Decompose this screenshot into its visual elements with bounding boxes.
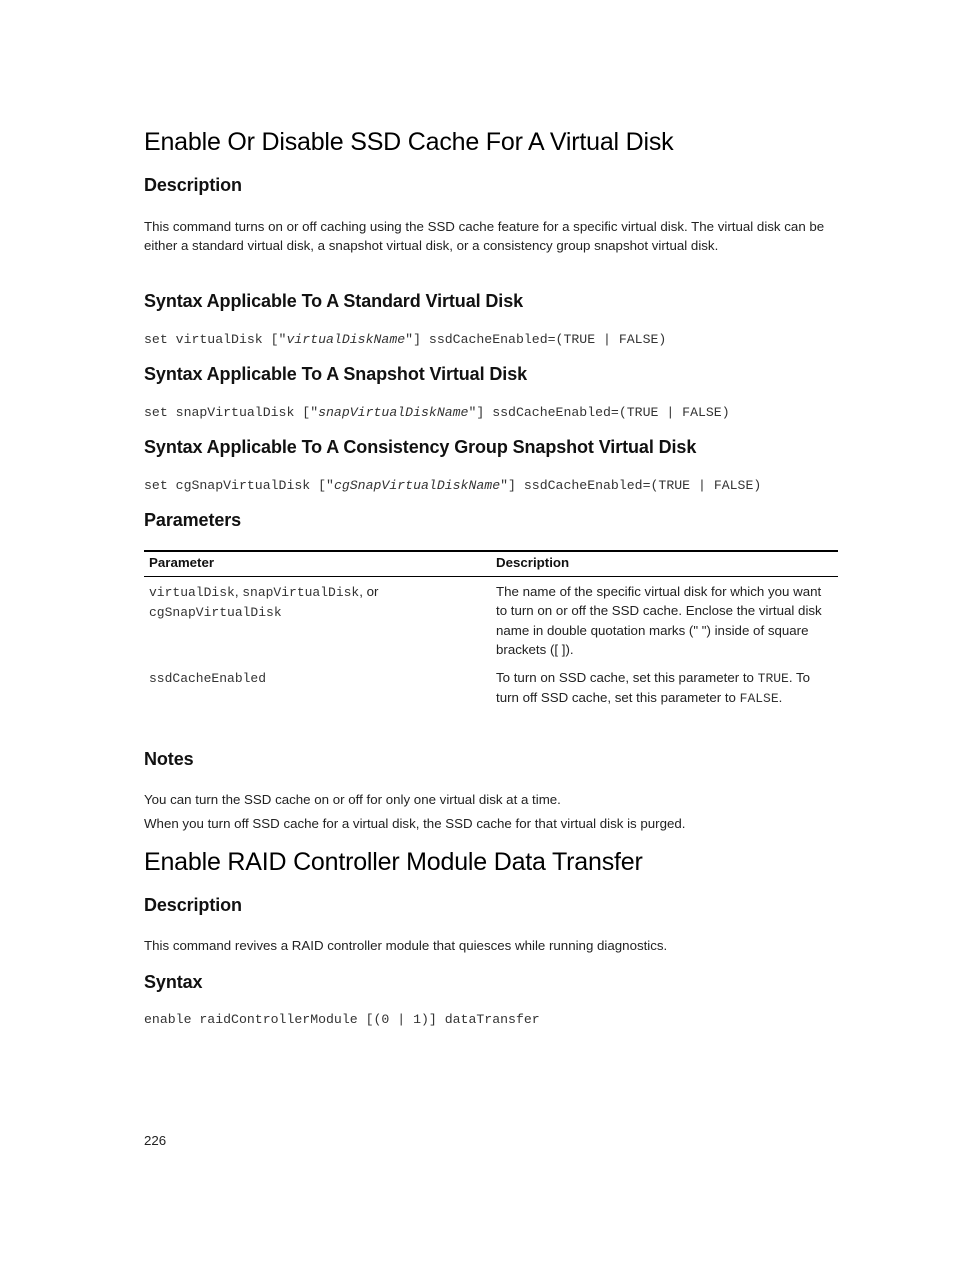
table-row-1-description: The name of the specific virtual disk for which you want to turn on or off the SSD cache. Enclose the virtual disk name in double quotation marks (" ") inside of square brackets ([ ]).	[496, 584, 822, 658]
notes-heading: Notes	[144, 749, 194, 769]
param-separator: ,	[234, 584, 243, 599]
table-row-1-parameter	[149, 582, 479, 623]
syntax-snapshot-code	[144, 405, 730, 420]
desc-part: .	[778, 690, 783, 706]
page-number: 226	[144, 1133, 167, 1148]
table-row-2-parameter	[149, 668, 479, 688]
syntax-heading: Syntax	[144, 972, 203, 992]
syntax-cg-code	[144, 478, 761, 493]
value-true: TRUE	[757, 671, 789, 686]
code-suffix: "] ssdCacheEnabled=(TRUE | FALSE)	[500, 478, 762, 493]
code-suffix: "] ssdCacheEnabled=(TRUE | FALSE)	[405, 332, 667, 347]
code-prefix: set snapVirtualDisk ["	[144, 405, 319, 420]
param-cgsnapvirtualdisk: cgSnapVirtualDisk	[149, 605, 282, 621]
syntax-code: enable raidControllerModule [(0 | 1)] dataTransfer	[144, 1012, 540, 1027]
code-prefix: set cgSnapVirtualDisk ["	[144, 478, 334, 493]
note-1: You can turn the SSD cache on or off for only one virtual disk at a time.	[144, 792, 561, 807]
code-param: snapVirtualDiskName	[318, 405, 469, 420]
code-prefix: set virtualDisk ["	[144, 332, 287, 347]
description-text: This command turns on or off caching using the SSD cache feature for a specific virtual disk. The virtual disk can be either a standard virtual disk, a snapshot virtual disk, or a consistency group snapshot virtual disk.	[144, 219, 825, 254]
table-header-description: Description	[496, 555, 570, 570]
param-virtualdisk: virtualDisk	[149, 585, 235, 600]
code-param: cgSnapVirtualDiskName	[333, 478, 501, 493]
syntax-snapshot-heading: Syntax Applicable To A Snapshot Virtual Disk	[144, 364, 528, 384]
section-title-raid-transfer: Enable RAID Controller Module Data Transfer	[144, 848, 643, 876]
param-ssdcacheenabled: ssdCacheEnabled	[149, 671, 267, 686]
table-row-2-description	[496, 668, 834, 709]
table-header-rule	[144, 576, 838, 577]
syntax-standard-code	[144, 332, 666, 347]
parameters-heading: Parameters	[144, 510, 242, 530]
desc-part: To turn on SSD cache, set this parameter to	[496, 670, 758, 685]
param-snapvirtualdisk: snapVirtualDisk	[242, 585, 360, 600]
value-false: FALSE	[739, 691, 779, 707]
description-text-2: This command revives a RAID controller module that quiesces while running diagnostics.	[144, 938, 668, 953]
table-header-parameter: Parameter	[149, 555, 215, 570]
description-heading-2: Description	[144, 895, 242, 915]
note-2: When you turn off SSD cache for a virtual disk, the SSD cache for that virtual disk is purged.	[144, 816, 686, 831]
code-suffix: "] ssdCacheEnabled=(TRUE | FALSE)	[468, 405, 730, 420]
desc-part: . To turn off SSD cache, set this parameter to	[496, 670, 811, 706]
syntax-standard-heading: Syntax Applicable To A Standard Virtual Disk	[144, 291, 524, 311]
section-title-ssd-cache: Enable Or Disable SSD Cache For A Virtual Disk	[144, 128, 674, 156]
syntax-cg-heading: Syntax Applicable To A Consistency Group Snapshot Virtual Disk	[144, 437, 697, 457]
code-param: virtualDiskName	[286, 332, 406, 347]
param-separator: , or	[359, 584, 379, 599]
description-heading: Description	[144, 175, 242, 195]
table-top-rule	[144, 550, 838, 552]
